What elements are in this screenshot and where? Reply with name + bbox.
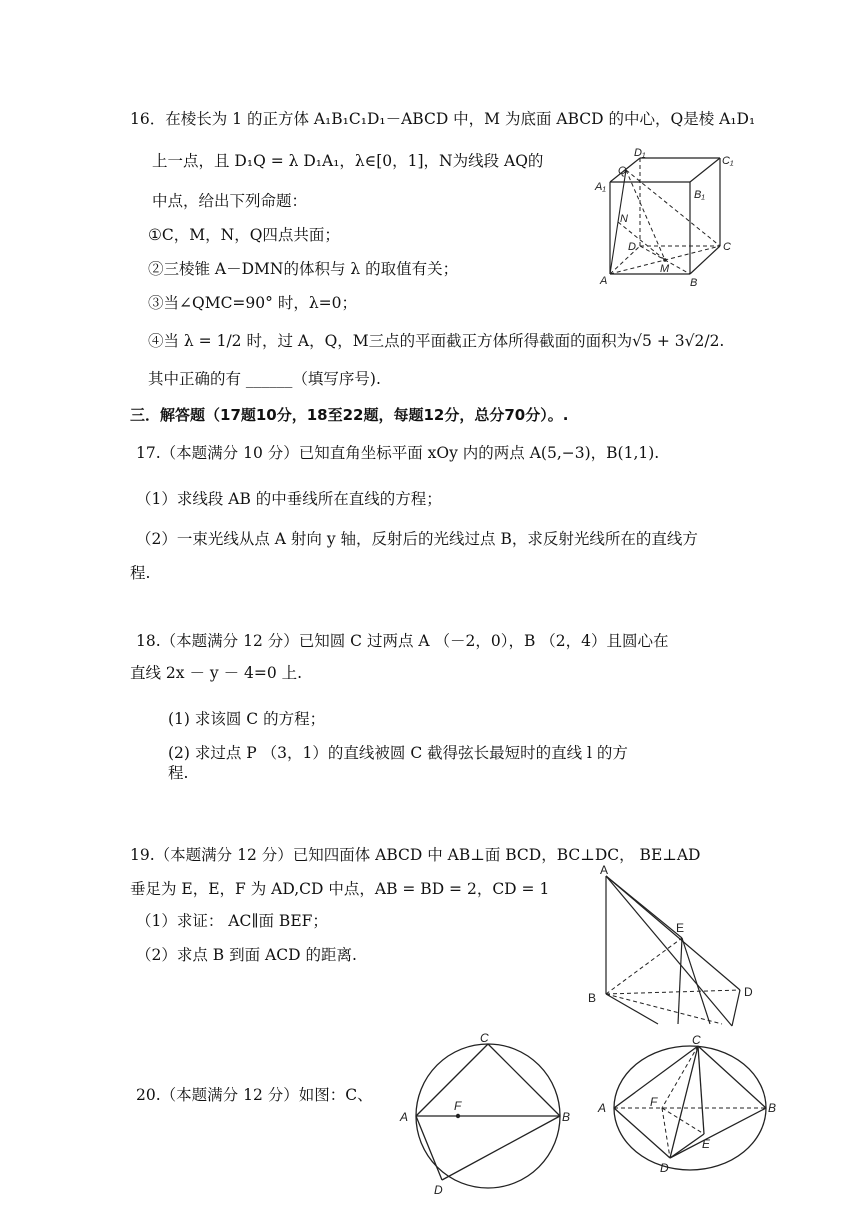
q16-line1: 16．在棱长为 1 的正方体 A₁B₁C₁D₁－ABCD 中，M 为底面 ABCD 的中心，Q是棱 A₁D₁ (130, 110, 756, 128)
cube-label-q: Q (618, 165, 627, 177)
q18-part2-line2: 程. (168, 764, 189, 782)
cube-label-a: A (600, 275, 608, 287)
q20-stem: 20.（本题满分 12 分）如图：C、 (136, 1086, 373, 1104)
circle-label-f: F (454, 1099, 462, 1113)
circle-label-c: C (480, 1031, 489, 1045)
tetra-label-b: B (588, 991, 597, 1005)
cube-label-b1: B₁ (694, 189, 705, 201)
q17-part2-line2: 程. (130, 564, 151, 582)
q17-part2-line1: （2）一束光线从点 A 射向 y 轴，反射后的光线过点 B，求反射光线所在的直线方 (136, 530, 698, 548)
ellipse-label-e: E (702, 1137, 711, 1151)
section-heading: 三．解答题（17题10分，18至22题，每题12分，总分70分）。. (130, 406, 569, 424)
q18-stem-line2: 直线 2x － y － 4=0 上. (130, 664, 303, 682)
q18-part2-line1: (2) 求过点 P （3，1）的直线被圆 C 截得弦长最短时的直线 l 的方 (168, 744, 628, 762)
q19-part1: （1）求证： AC∥面 BEF； (136, 912, 328, 930)
q16-prop4: ④当 λ = 1/2 时，过 A，Q，M三点的平面截正方体所得截面的面积为√5 + 3√2/2. (148, 332, 725, 350)
circle-label-d: D (434, 1183, 443, 1197)
cube-label-c: C (723, 241, 731, 253)
q19-stem-line2: 垂足为 E，E，F 为 AD,CD 中点，AB = BD = 2，CD = 1 (130, 880, 550, 898)
ellipse-label-c: C (692, 1033, 701, 1047)
q16-prop1: ①C，M，N，Q四点共面； (148, 226, 340, 244)
ellipse-label-a: A (598, 1101, 607, 1115)
tetra-label-e: E (676, 921, 685, 935)
q18-part1: (1) 求该圆 C 的方程； (168, 710, 326, 728)
q17-part1: （1）求线段 AB 的中垂线所在直线的方程； (136, 490, 442, 508)
tetra-label-a: A (600, 863, 609, 877)
tetra-label-d: D (744, 985, 753, 999)
cube-label-d1: D₁ (634, 147, 646, 159)
q16-prop2: ②三棱锥 A－DMN的体积与 λ 的取值有关； (148, 260, 459, 278)
cube-label-n: N (620, 213, 628, 225)
cube-label-a1: A₁ (595, 181, 606, 193)
ellipse-label-b: B (768, 1101, 777, 1115)
q17-stem: 17.（本题满分 10 分）已知直角坐标平面 xOy 内的两点 A(5,−3)，B(1,1). (136, 444, 660, 462)
ellipse-figure (594, 1032, 790, 1180)
ellipse-label-d: D (660, 1161, 669, 1175)
q19-stem-line1: 19.（本题满分 12 分）已知四面体 ABCD 中 AB⊥面 BCD，BC⊥DC， BE⊥AD (130, 846, 701, 864)
cube-label-d: D (628, 241, 636, 253)
cube-figure (590, 146, 750, 292)
cube-label-m: M (660, 263, 670, 275)
ellipse-label-f: F (650, 1095, 658, 1109)
q18-stem-line1: 18.（本题满分 12 分）已知圆 C 过两点 A （－2，0），B （2，4）且圆心在 (136, 632, 669, 650)
tetrahedron-figure (582, 862, 762, 1030)
circle-label-a: A (400, 1110, 409, 1124)
cube-label-b: B (690, 277, 698, 289)
q19-part2: （2）求点 B 到面 ACD 的距离. (136, 946, 357, 964)
circle-label-b: B (562, 1110, 571, 1124)
q16-line2: 上一点，且 D₁Q = λ D₁A₁，λ∈[0，1]，N为线段 AQ的 (152, 152, 544, 170)
q16-line3: 中点，给出下列命题： (152, 192, 308, 210)
circle-figure (396, 1030, 586, 1200)
cube-label-c1: C₁ (722, 155, 734, 167)
q16-answer: 其中正确的有 ______（填写序号). (148, 370, 381, 388)
q16-prop3: ③当∠QMC=90° 时，λ=0； (148, 294, 357, 312)
